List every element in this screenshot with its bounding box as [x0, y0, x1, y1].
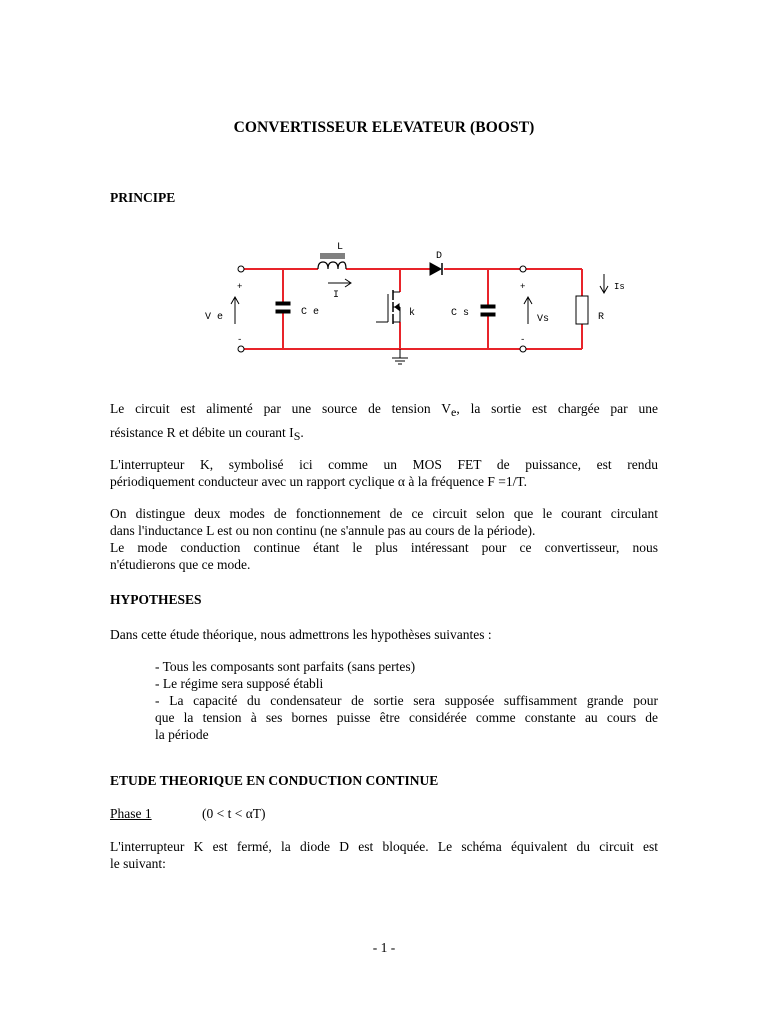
terminal-input-plus — [238, 266, 244, 272]
phase-heading — [110, 806, 266, 822]
list-item: - La capacité du condensateur de sortie sera supposée suffisamment grande pour — [155, 693, 658, 708]
current-arrow-is-icon — [600, 274, 608, 293]
paragraph-line: On distingue deux modes de fonctionnement de ce circuit selon que le courant circulant — [110, 506, 658, 521]
paragraph-line: n'étudierons que ce mode. — [110, 557, 251, 572]
label-minus-out: - — [520, 335, 526, 345]
terminal-output-plus — [520, 266, 526, 272]
list-item: - Tous les composants sont parfaits (sans pertes) — [155, 659, 416, 674]
list-item-continued: que la tension à ses bornes puisse être considérée comme constante au cours de — [155, 710, 658, 725]
subscript-e: e — [451, 405, 457, 419]
terminal-output-minus — [520, 346, 526, 352]
phase-label: Phase 1 — [110, 806, 152, 821]
ground-icon — [392, 349, 408, 364]
label-minus-in: - — [237, 335, 243, 345]
text-span: Le circuit est alimenté par une source de tension V — [110, 401, 452, 416]
text-span: , la sortie est chargée par une — [456, 401, 658, 416]
voltage-arrow-vs-icon — [524, 297, 532, 324]
resistor-symbol — [576, 296, 588, 324]
paragraph-line: dans l'inductance L est ou non continu (ne s'annule pas au cours de la période). — [110, 523, 536, 538]
section-heading-hypotheses: HYPOTHESES — [110, 592, 202, 607]
label-R: R — [598, 312, 605, 323]
circuit-labels — [205, 242, 625, 345]
phase-condition: (0 < t < αT) — [202, 806, 266, 821]
current-arrow-icon — [328, 279, 351, 287]
paragraph-line: L'interrupteur K est fermé, la diode D est bloquée. Le schéma équivalent du circuit est — [110, 839, 658, 854]
label-k: k — [409, 308, 416, 319]
paragraph-circuit-intro — [110, 400, 658, 445]
label-D: D — [436, 251, 443, 262]
label-plus-out: + — [520, 282, 526, 292]
paragraph-line: Le mode conduction continue étant le plus intéressant pour ce convertisseur, nous — [110, 540, 658, 555]
voltage-arrow-ve-icon — [231, 297, 239, 324]
paragraph-hypotheses-intro — [110, 626, 658, 643]
paragraph-switch — [110, 456, 658, 490]
list-item-continued: la période — [155, 727, 209, 742]
text-span: résistance R et débite un courant I — [110, 425, 294, 440]
terminal-input-minus — [238, 346, 244, 352]
paragraph-line: le suivant: — [110, 856, 166, 871]
label-Ve: V e — [205, 312, 224, 323]
boost-circuit-diagram — [190, 234, 640, 374]
section-heading-principe: PRINCIPE — [110, 190, 176, 205]
text-span: . — [300, 425, 304, 440]
label-I: I — [333, 290, 340, 301]
label-Cs: C s — [451, 308, 470, 319]
paragraph-line: L'interrupteur K, symbolisé ici comme un MOS FET de puissance, est rendu — [110, 457, 658, 472]
paragraph-line: Dans cette étude théorique, nous admettrons les hypothèses suivantes : — [110, 627, 492, 642]
hypotheses-list — [155, 658, 658, 743]
label-plus-in: + — [237, 282, 243, 292]
mosfet-switch-symbol — [376, 290, 400, 324]
subscript-s: S — [293, 429, 301, 443]
paragraph-phase1 — [110, 838, 658, 872]
label-Is: Is — [614, 282, 625, 292]
document-title: CONVERTISSEUR ELEVATEUR (BOOST) — [233, 119, 535, 136]
page-number: - 1 - — [372, 940, 396, 955]
diode-symbol — [430, 263, 442, 275]
capacitor-ce-symbol — [276, 302, 290, 313]
paragraph-line: périodiquement conducteur avec un rapport cyclique α à la fréquence F =1/T. — [110, 474, 528, 489]
capacitor-cs-symbol — [481, 305, 495, 316]
label-Vs: Vs — [537, 314, 550, 325]
paragraph-modes — [110, 505, 658, 573]
inductor-symbol — [318, 254, 346, 269]
circuit-components — [231, 254, 608, 364]
section-heading-etude: ETUDE THEORIQUE EN CONDUCTION CONTINUE — [110, 773, 439, 788]
list-item: - Le régime sera supposé établi — [155, 676, 324, 691]
label-Ce: C e — [301, 307, 320, 318]
label-L: L — [337, 242, 344, 253]
